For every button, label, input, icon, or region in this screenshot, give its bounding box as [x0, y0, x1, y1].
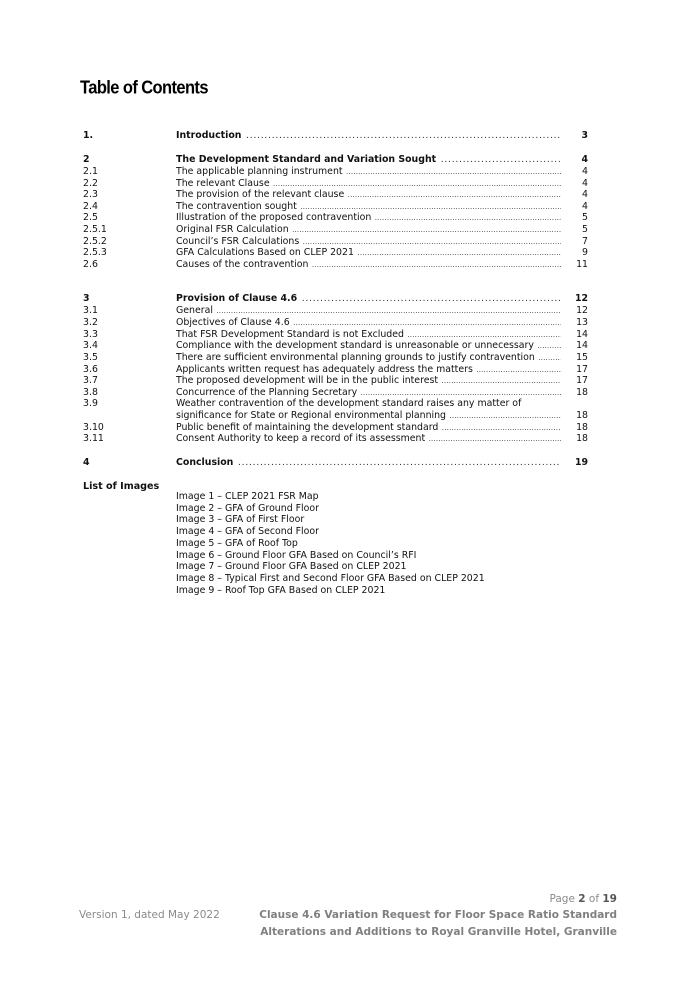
toc-entry[interactable] [83, 130, 588, 142]
toc-entry-number: 2.1 [83, 166, 98, 177]
page-title: Table of Contents [80, 78, 208, 99]
toc-entry-title [176, 293, 561, 305]
toc-entry-title [176, 189, 561, 201]
toc-entry-number: 2.2 [83, 178, 98, 189]
toc-entry-page: 12 [574, 293, 588, 304]
toc-entry-number: 4 [83, 457, 90, 468]
toc-entry-label: Public benefit of maintaining the development standard [176, 422, 439, 433]
toc-entry-number: 3.4 [83, 340, 98, 351]
toc-entry-page: 4 [582, 189, 588, 200]
toc-entry[interactable] [83, 259, 588, 271]
toc-entry-label: Causes of the contravention [176, 259, 309, 270]
toc-entry-page: 11 [576, 259, 588, 270]
toc-entry-label: That FSR Development Standard is not Excluded [176, 329, 404, 340]
image-list-item: Image 8 – Typical First and Second Floor GFA Based on CLEP 2021 [176, 572, 485, 584]
toc-entry-label: General [176, 305, 213, 316]
toc-entry-number: 2.5.1 [83, 224, 107, 235]
toc-entry-label: Conclusion [176, 457, 234, 468]
toc-entry-page: 12 [576, 305, 588, 316]
image-list-item: Image 5 – GFA of Roof Top [176, 537, 298, 549]
toc-entry-label: The Development Standard and Variation Sought [176, 154, 437, 165]
toc-entry[interactable] [83, 212, 588, 224]
list-of-images-heading: List of Images [83, 481, 160, 492]
toc-entry-title [176, 352, 561, 364]
toc-entry-number: 1. [83, 130, 94, 141]
image-list-item: Image 6 – Ground Floor GFA Based on Council’s RFI [176, 549, 417, 561]
image-list-item: Image 3 – GFA of First Floor [176, 514, 305, 526]
toc-entry-label: Weather contravention of the development standard raises any matter of [176, 398, 522, 409]
toc-entry-page: 19 [574, 457, 588, 468]
toc-entry[interactable] [83, 317, 588, 329]
toc-entry-page: 14 [576, 329, 588, 340]
toc-entry-number: 3.9 [83, 398, 98, 409]
toc-entry-page: 18 [576, 433, 588, 444]
toc-entry[interactable] [83, 189, 588, 201]
toc-entry[interactable] [83, 410, 588, 422]
page-number: Page 2 of 19 [549, 893, 617, 905]
toc-entry-title [176, 130, 561, 142]
toc-entry-page: 4 [582, 178, 588, 189]
toc-entry-number: 3.10 [83, 422, 104, 433]
toc-entry-number: 3.2 [83, 317, 98, 328]
toc-entry-number: 3.11 [83, 433, 104, 444]
toc-entry[interactable] [83, 352, 588, 364]
toc-entry-number: 3.3 [83, 329, 98, 340]
image-list-item: Image 9 – Roof Top GFA Based on CLEP 2021 [176, 584, 386, 596]
toc-entry-label: Provision of Clause 4.6 [176, 293, 298, 304]
toc-entry-number: 3 [83, 293, 90, 304]
toc-entry-page: 4 [582, 201, 588, 212]
toc-entry[interactable] [83, 247, 588, 259]
toc-entry-title [176, 375, 561, 387]
toc-entry-title [176, 247, 561, 259]
toc-entry-label: Compliance with the development standard is unreasonable or unnecessary [176, 340, 534, 351]
footer-version: Version 1, dated May 2022 [79, 909, 220, 921]
toc-entry[interactable] [83, 433, 588, 445]
toc-entry-page: 5 [582, 224, 588, 235]
image-list-item: Image 1 – CLEP 2021 FSR Map [176, 491, 319, 502]
toc-entry-page: 3 [581, 130, 588, 141]
toc-entry-page: 7 [582, 236, 588, 247]
toc-entry-label: Introduction [176, 130, 242, 141]
toc-entry-page: 13 [576, 317, 588, 328]
toc-entry-label: The applicable planning instrument [176, 166, 343, 177]
toc-entry-title [176, 224, 561, 236]
toc-entry-label: There are sufficient environmental planning grounds to justify contravention [176, 352, 535, 363]
toc-entry[interactable] [83, 340, 588, 352]
toc-entry-number: 3.6 [83, 364, 98, 375]
toc-entry-page: 17 [576, 364, 588, 375]
toc-entry-title [176, 433, 561, 445]
toc-entry[interactable] [83, 224, 588, 236]
toc-entry-page: 9 [582, 247, 588, 258]
toc-entry-number: 2 [83, 154, 90, 165]
toc-entry-number: 2.4 [83, 201, 98, 212]
toc-entry-label: Illustration of the proposed contravention [176, 212, 372, 223]
toc-entry-title [176, 154, 561, 166]
toc-entry-page: 18 [576, 422, 588, 433]
toc-entry-title [176, 410, 561, 422]
toc-entry-number: 2.5 [83, 212, 98, 223]
toc-entry[interactable] [83, 305, 588, 317]
toc-entry-number: 2.3 [83, 189, 98, 200]
toc-entry[interactable] [83, 154, 588, 166]
toc-entry-page: 14 [576, 340, 588, 351]
toc-entry-title [176, 259, 561, 271]
toc-entry-number: 2.6 [83, 259, 98, 270]
image-list-item: Image 7 – Ground Floor GFA Based on CLEP 2021 [176, 561, 407, 573]
toc-entry-label: Original FSR Calculation [176, 224, 289, 235]
toc-entry-label: Consent Authority to keep a record of its assessment [176, 433, 426, 444]
toc-entry-label: significance for State or Regional environmental planning [176, 410, 447, 421]
toc-entry-page: 18 [576, 387, 588, 398]
toc-entry-title [176, 305, 561, 317]
toc-entry-label: The provision of the relevant clause [176, 189, 345, 200]
image-list-item: Image 4 – GFA of Second Floor [176, 526, 319, 538]
toc-entry-title [176, 457, 561, 469]
toc-entry-label: The proposed development will be in the public interest [176, 375, 439, 386]
toc-entry-page: 15 [576, 352, 588, 363]
toc-entry-page: 17 [576, 375, 588, 386]
toc-entry[interactable] [83, 457, 588, 469]
toc-entry-number: 3.8 [83, 387, 98, 398]
toc-entry-number: 3.7 [83, 375, 98, 386]
toc-entry-title [176, 317, 561, 329]
toc-entry-label: GFA Calculations Based on CLEP 2021 [176, 247, 354, 258]
toc-entry-label: Applicants written request has adequately address the matters [176, 364, 473, 375]
toc-entry[interactable] [83, 166, 588, 178]
toc-entry-page: 4 [581, 154, 588, 165]
image-list-item: Image 2 – GFA of Ground Floor [176, 502, 319, 514]
toc-entry[interactable] [83, 398, 588, 410]
toc-entry-page: 18 [576, 410, 588, 421]
toc-entry-label: Council’s FSR Calculations [176, 236, 300, 247]
toc-entry-label: The relevant Clause [176, 178, 270, 189]
toc-entry[interactable] [83, 375, 588, 387]
toc-entry-label: Concurrence of the Planning Secretary [176, 387, 358, 398]
toc-entry-title [176, 340, 561, 352]
toc-entry[interactable] [83, 293, 588, 305]
toc-entry-page: 5 [582, 212, 588, 223]
toc-entry-title [176, 212, 561, 224]
footer-doc-title-2: Alterations and Additions to Royal Granville Hotel, Granville [260, 926, 617, 938]
toc-entry-label: Objectives of Clause 4.6 [176, 317, 290, 328]
toc-entry-number: 2.5.3 [83, 247, 107, 258]
toc-entry-label: The contravention sought [176, 201, 297, 212]
toc-entry-page: 4 [582, 166, 588, 177]
toc-entry-title [176, 166, 561, 178]
toc-entry-title [176, 398, 561, 410]
toc-entry-number: 3.5 [83, 352, 98, 363]
toc-entry-number: 2.5.2 [83, 236, 107, 247]
footer-doc-title-1: Clause 4.6 Variation Request for Floor Space Ratio Standard [259, 909, 617, 921]
toc-entry-number: 3.1 [83, 305, 98, 316]
